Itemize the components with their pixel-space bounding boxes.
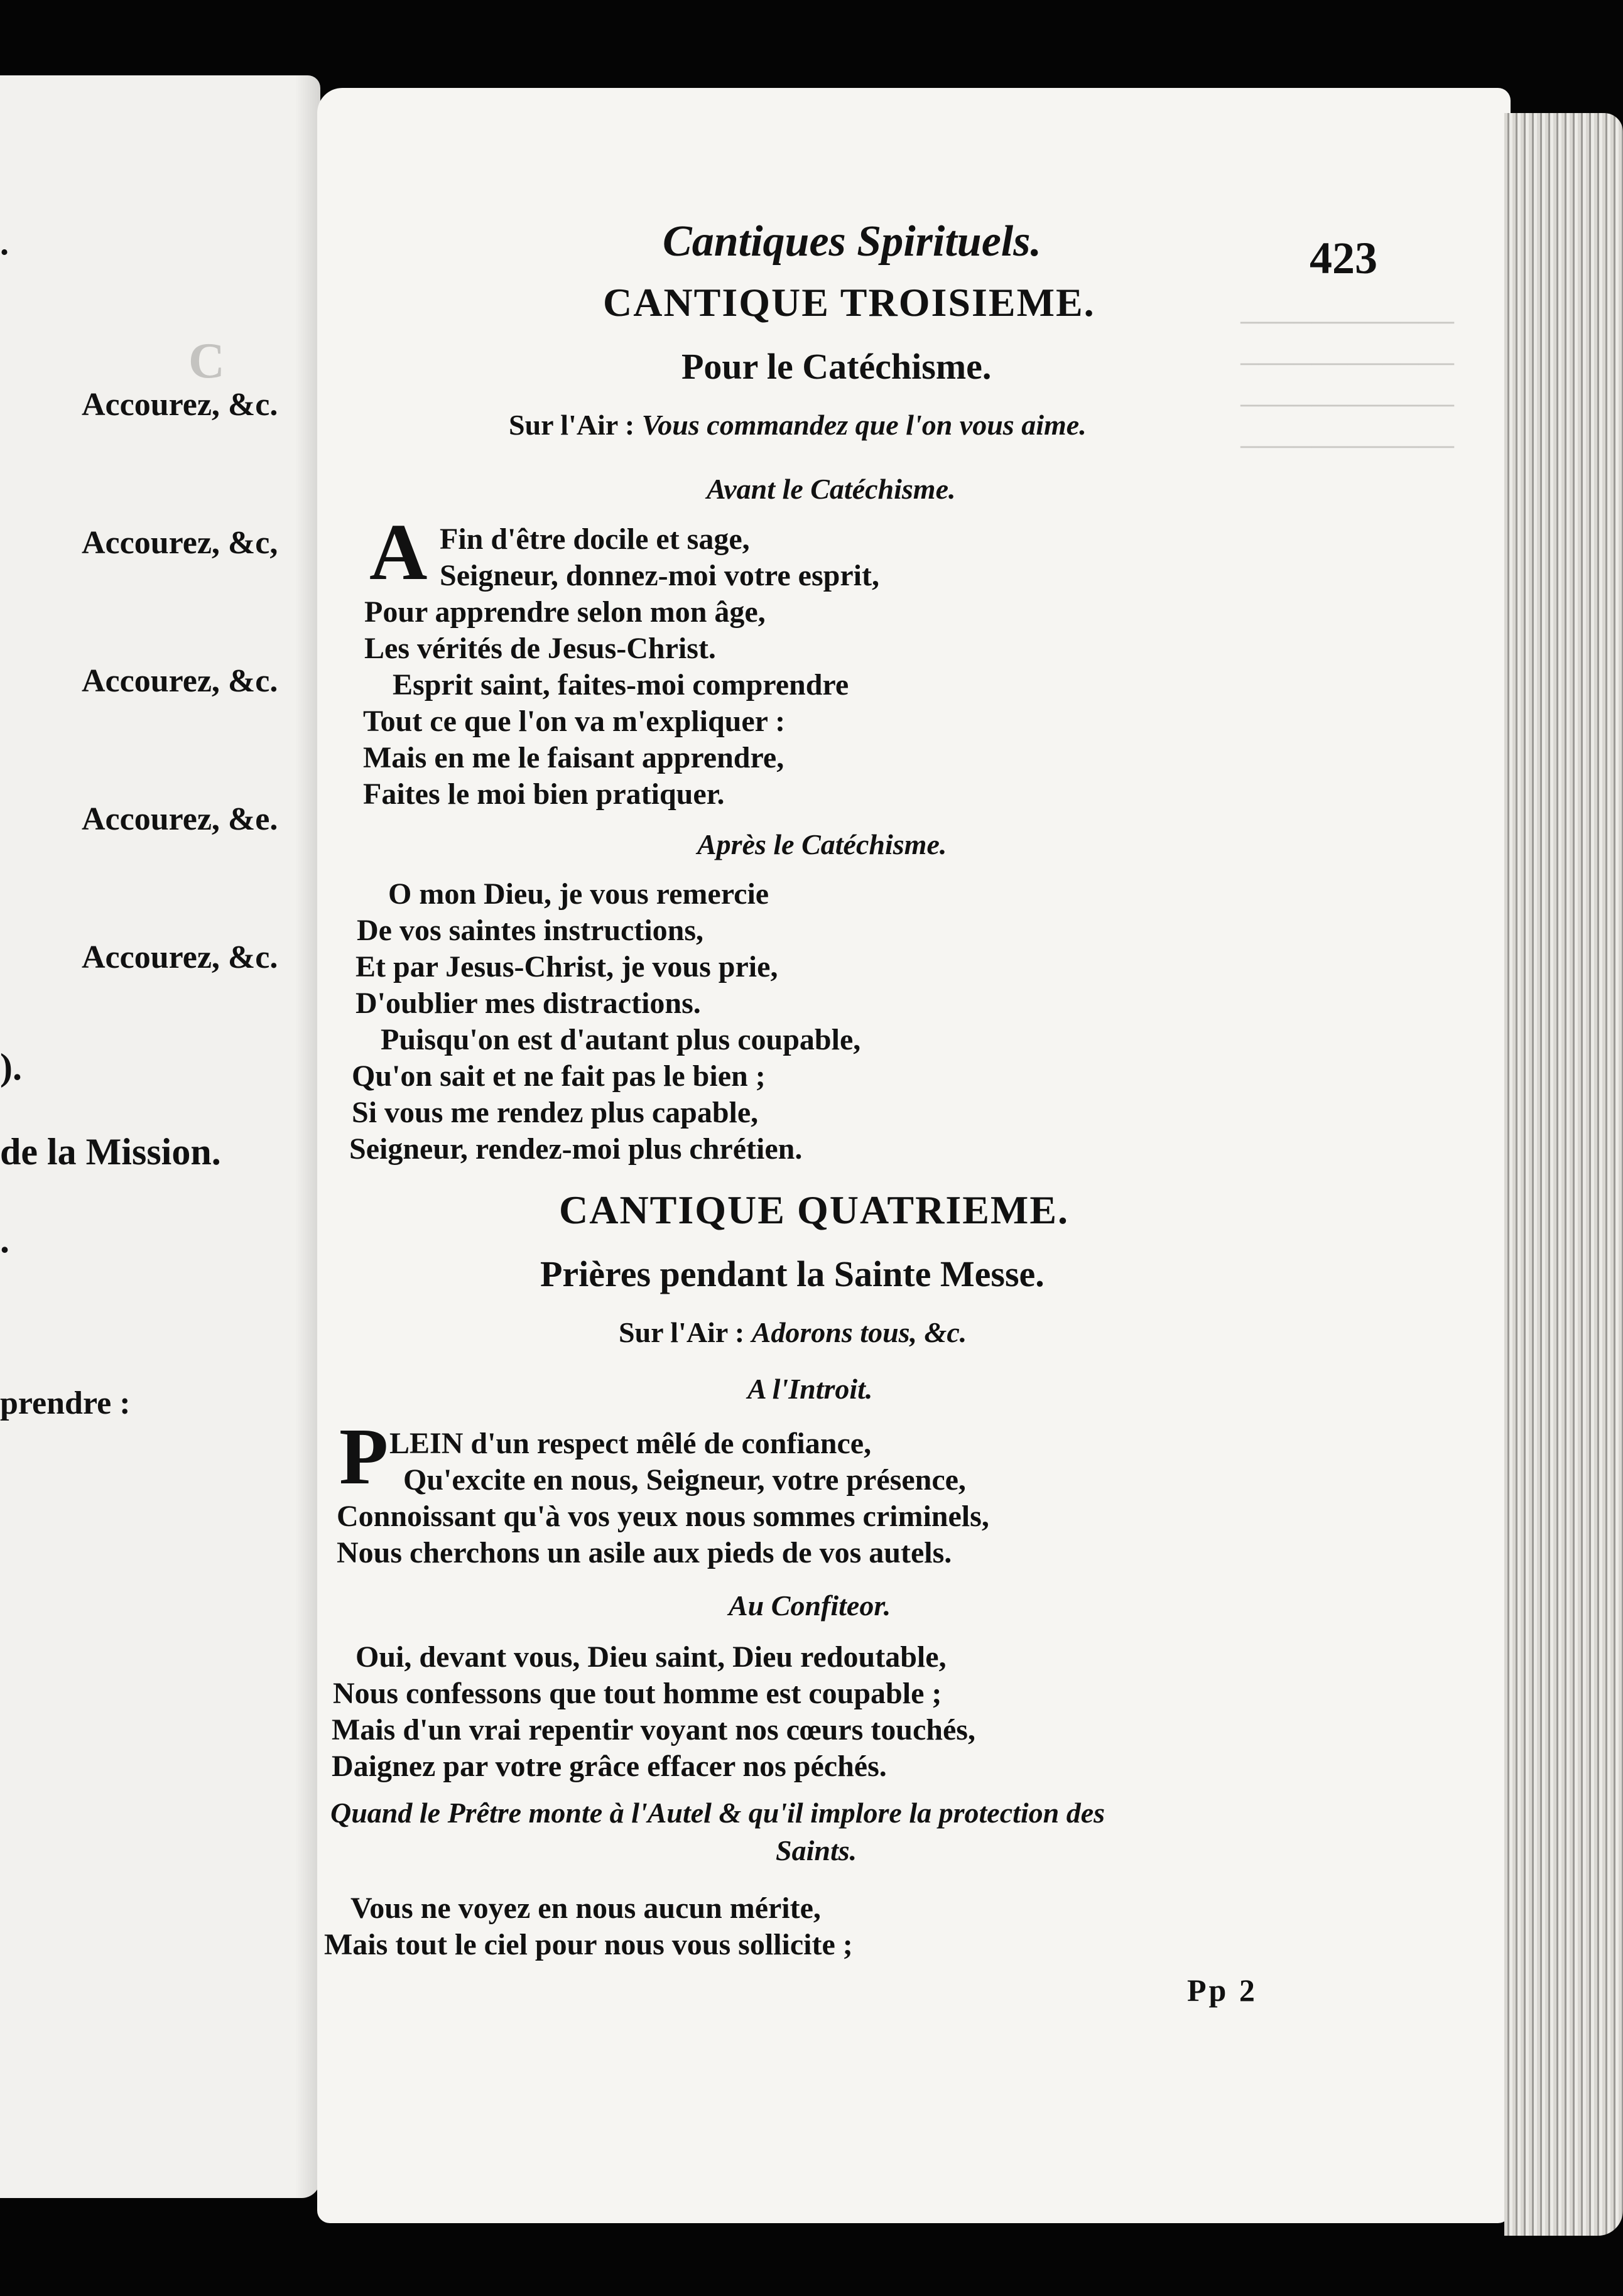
verse-line: Oui, devant vous, Dieu saint, Dieu redoutable,	[356, 1640, 947, 1674]
air-title: Vous commandez que l'on vous aime.	[641, 409, 1087, 441]
verse-line: Si vous me rendez plus capable,	[352, 1096, 759, 1129]
left-prendre-line: prendre :	[0, 1385, 131, 1421]
verse-line: Mais tout le ciel pour nous vous sollicite ;	[324, 1928, 853, 1961]
cantique-4-section-autel: Quand le Prêtre monte à l'Autel & qu'il implore la protection des	[330, 1797, 1105, 1829]
cantique-3-air	[509, 408, 1087, 441]
verse-line: LEIN d'un respect mêlé de confiance,	[389, 1427, 872, 1460]
verse-line: De vos saintes instructions,	[357, 914, 704, 947]
verse-line: D'oublier mes distractions.	[356, 987, 701, 1020]
verse-line: Fin d'être docile et sage,	[440, 523, 750, 556]
signature-mark: Pp 2	[1187, 1973, 1257, 2008]
cantique-4-section-confiteor: Au Confiteor.	[729, 1589, 891, 1622]
cantique-4-section-autel-cont: Saints.	[776, 1834, 857, 1866]
verse-line: Les vérités de Jesus-Christ.	[364, 632, 716, 665]
verse-line: Connoissant qu'à vos yeux nous sommes criminels,	[337, 1500, 989, 1533]
page-gutter-shadow	[295, 75, 320, 2198]
verse-line: Seigneur, donnez-moi votre esprit,	[440, 559, 879, 592]
left-refrain-1: Accourez, &c.	[82, 387, 278, 423]
show-through-text: ──────────── ──────────── ──────────── ────────────	[1240, 308, 1455, 460]
running-title: Cantiques Spirituels.	[663, 217, 1041, 266]
air-prefix: Sur l'Air :	[509, 409, 635, 441]
drop-cap-a: A	[369, 507, 428, 597]
verse-line: Mais d'un vrai repentir voyant nos cœurs touchés,	[332, 1713, 975, 1746]
air-prefix: Sur l'Air :	[619, 1316, 745, 1348]
verse-line: O mon Dieu, je vous remercie	[388, 877, 769, 911]
left-refrain-4: Accourez, &e.	[82, 801, 278, 837]
verse-line: Pour apprendre selon mon âge,	[364, 595, 766, 629]
verse-line: Daignez par votre grâce effacer nos péchés.	[332, 1750, 887, 1783]
verse-line: Mais en me le faisant apprendre,	[363, 741, 784, 774]
verse-line: Puisqu'on est d'autant plus coupable,	[381, 1023, 861, 1056]
cantique-3-title: CANTIQUE TROISIEME.	[603, 280, 1095, 325]
cantique-3-section-apres: Après le Catéchisme.	[697, 828, 947, 860]
verse-line: Qu'excite en nous, Seigneur, votre présence,	[403, 1463, 966, 1497]
left-page-fragment: .	[0, 224, 9, 263]
verse-line: Vous ne voyez en nous aucun mérite,	[350, 1892, 821, 1925]
left-refrain-2: Accourez, &c,	[82, 525, 278, 561]
cantique-4-title: CANTIQUE QUATRIEME.	[559, 1188, 1069, 1232]
cantique-3-section-avant: Avant le Catéchisme.	[707, 473, 956, 505]
verse-line: Nous cherchons un asile aux pieds de vos autels.	[337, 1536, 952, 1569]
cantique-4-subtitle: Prières pendant la Sainte Messe.	[540, 1254, 1045, 1294]
page-edges	[1504, 113, 1623, 2236]
verse-line: Qu'on sait et ne fait pas le bien ;	[352, 1059, 766, 1093]
left-refrain-3: Accourez, &c.	[82, 663, 278, 699]
cantique-4-section-introit: A l'Introit.	[747, 1373, 873, 1405]
left-refrain-5: Accourez, &c.	[82, 940, 278, 975]
verse-line: Esprit saint, faites-moi comprendre	[393, 668, 849, 701]
left-page-bleed-mark: C	[188, 333, 227, 389]
verse-line: Faites le moi bien pratiquer.	[363, 777, 725, 811]
left-page-fragment: ).	[0, 1046, 22, 1088]
air-title: Adorons tous, &c.	[751, 1316, 967, 1348]
cantique-3-subtitle: Pour le Catéchisme.	[681, 346, 992, 387]
left-page-fragment: .	[0, 1219, 9, 1260]
verse-line: Seigneur, rendez-moi plus chrétien.	[349, 1132, 803, 1166]
cantique-4-air	[619, 1316, 967, 1349]
verse-line: Nous confessons que tout homme est coupable ;	[333, 1677, 942, 1710]
left-mission-line: de la Mission.	[0, 1131, 221, 1172]
page-number: 423	[1310, 233, 1377, 283]
verse-line: Et par Jesus-Christ, je vous prie,	[356, 950, 778, 983]
drop-cap-p: P	[339, 1412, 389, 1501]
verse-line: Tout ce que l'on va m'expliquer :	[363, 705, 786, 738]
